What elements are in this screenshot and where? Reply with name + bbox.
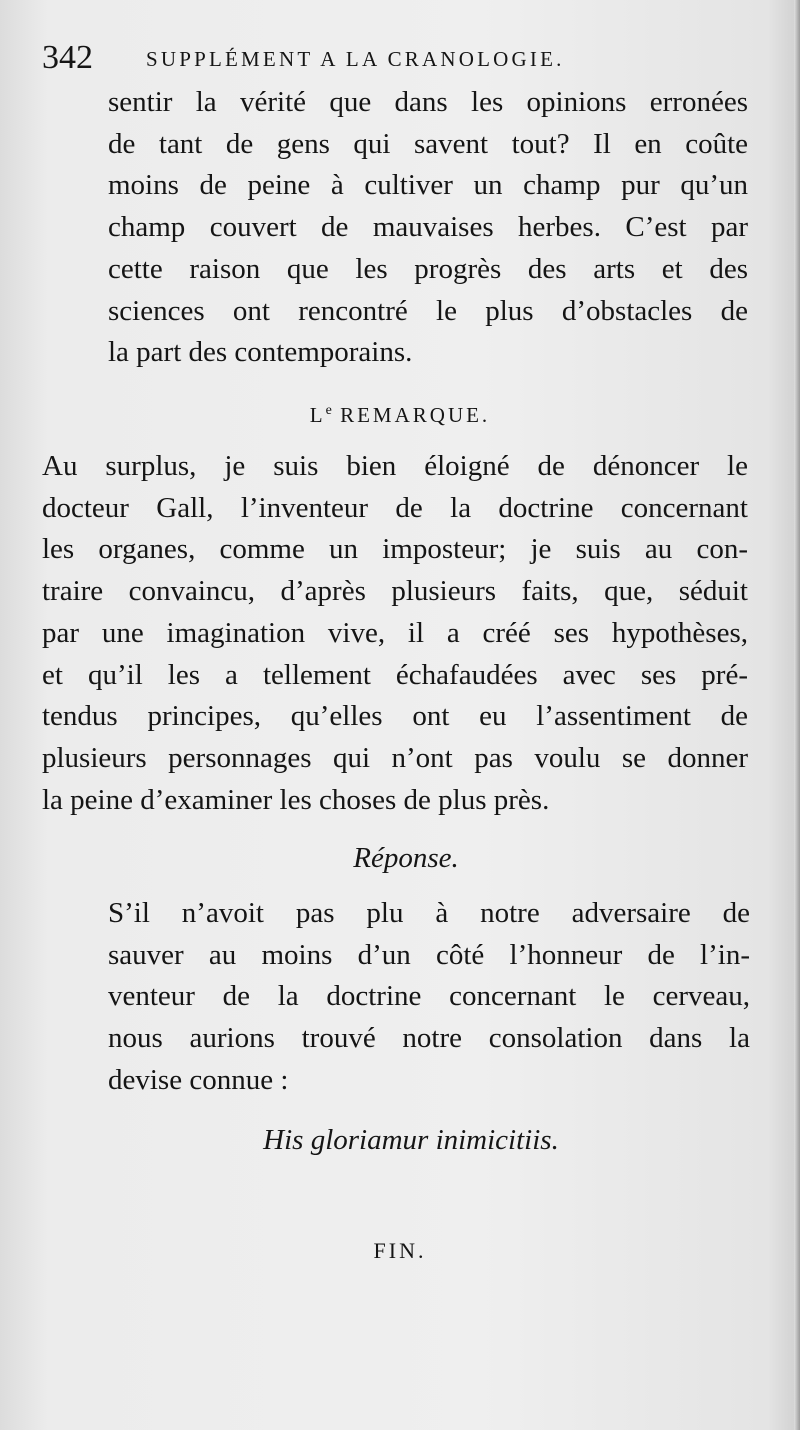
text-line: champ couvert de mauvaises herbes. C’est par	[108, 211, 748, 244]
page-number: 342	[42, 39, 93, 76]
text-line: par une imagination vive, il a créé ses hypothèses,	[42, 616, 748, 649]
text-line: venteur de la doctrine concernant le cerveau,	[108, 980, 750, 1013]
running-head: SUPPLÉMENT A LA CRANOLOGIE.	[146, 47, 565, 71]
remark-prefix: L	[309, 403, 326, 427]
page-edge-shadow	[794, 0, 800, 1430]
text-line: moins de peine à cultiver un champ pur qu’un	[108, 169, 748, 202]
remark-paragraph	[42, 446, 748, 821]
text-line: sentir la vérité que dans les opinions erronées	[108, 86, 748, 118]
text-line: sciences ont rencontré le plus d’obstacles de	[108, 294, 748, 327]
response-paragraph	[108, 893, 750, 1102]
remark-word: REMARQUE.	[331, 403, 491, 427]
text-line: tendus principes, qu’elles ont eu l’assentiment de	[42, 700, 748, 733]
text-line: la part des contemporains.	[108, 336, 413, 369]
text-line: nous aurions trouvé notre consolation dans la	[108, 1022, 750, 1055]
text-line: docteur Gall, l’inventeur de la doctrine concernant	[42, 491, 748, 524]
text-line: traire convaincu, d’après plusieurs faits, que, séduit	[42, 575, 748, 608]
text-line: et qu’il les a tellement échafaudées avec ses pré-	[42, 658, 748, 691]
text-line: devise connue :	[108, 1063, 289, 1096]
latin-motto: His gloriamur inimicitiis.	[263, 1124, 559, 1156]
response-heading: Réponse.	[353, 842, 459, 874]
page-header	[42, 38, 762, 78]
text-line: plusieurs personnages qui n’ont pas voulu se donner	[42, 741, 748, 774]
text-line: Au surplus, je suis bien éloigné de dénoncer le	[42, 450, 748, 482]
text-line: sauver au moins d’un côté l’honneur de l’in-	[108, 938, 750, 971]
remark-superscript: e	[325, 403, 332, 418]
remark-heading	[0, 396, 800, 430]
text-line: cette raison que les progrès des arts et des	[108, 252, 748, 285]
fin-marker: FIN.	[373, 1238, 427, 1263]
paragraph-continuation	[108, 82, 748, 374]
text-line: S’il n’avoit pas plu à notre adversaire de	[108, 897, 750, 929]
text-line: de tant de gens qui savent tout? Il en coûte	[108, 127, 748, 160]
text-line: les organes, comme un imposteur; je suis au con-	[42, 533, 748, 566]
text-line: la peine d’examiner les choses de plus près.	[42, 783, 550, 816]
